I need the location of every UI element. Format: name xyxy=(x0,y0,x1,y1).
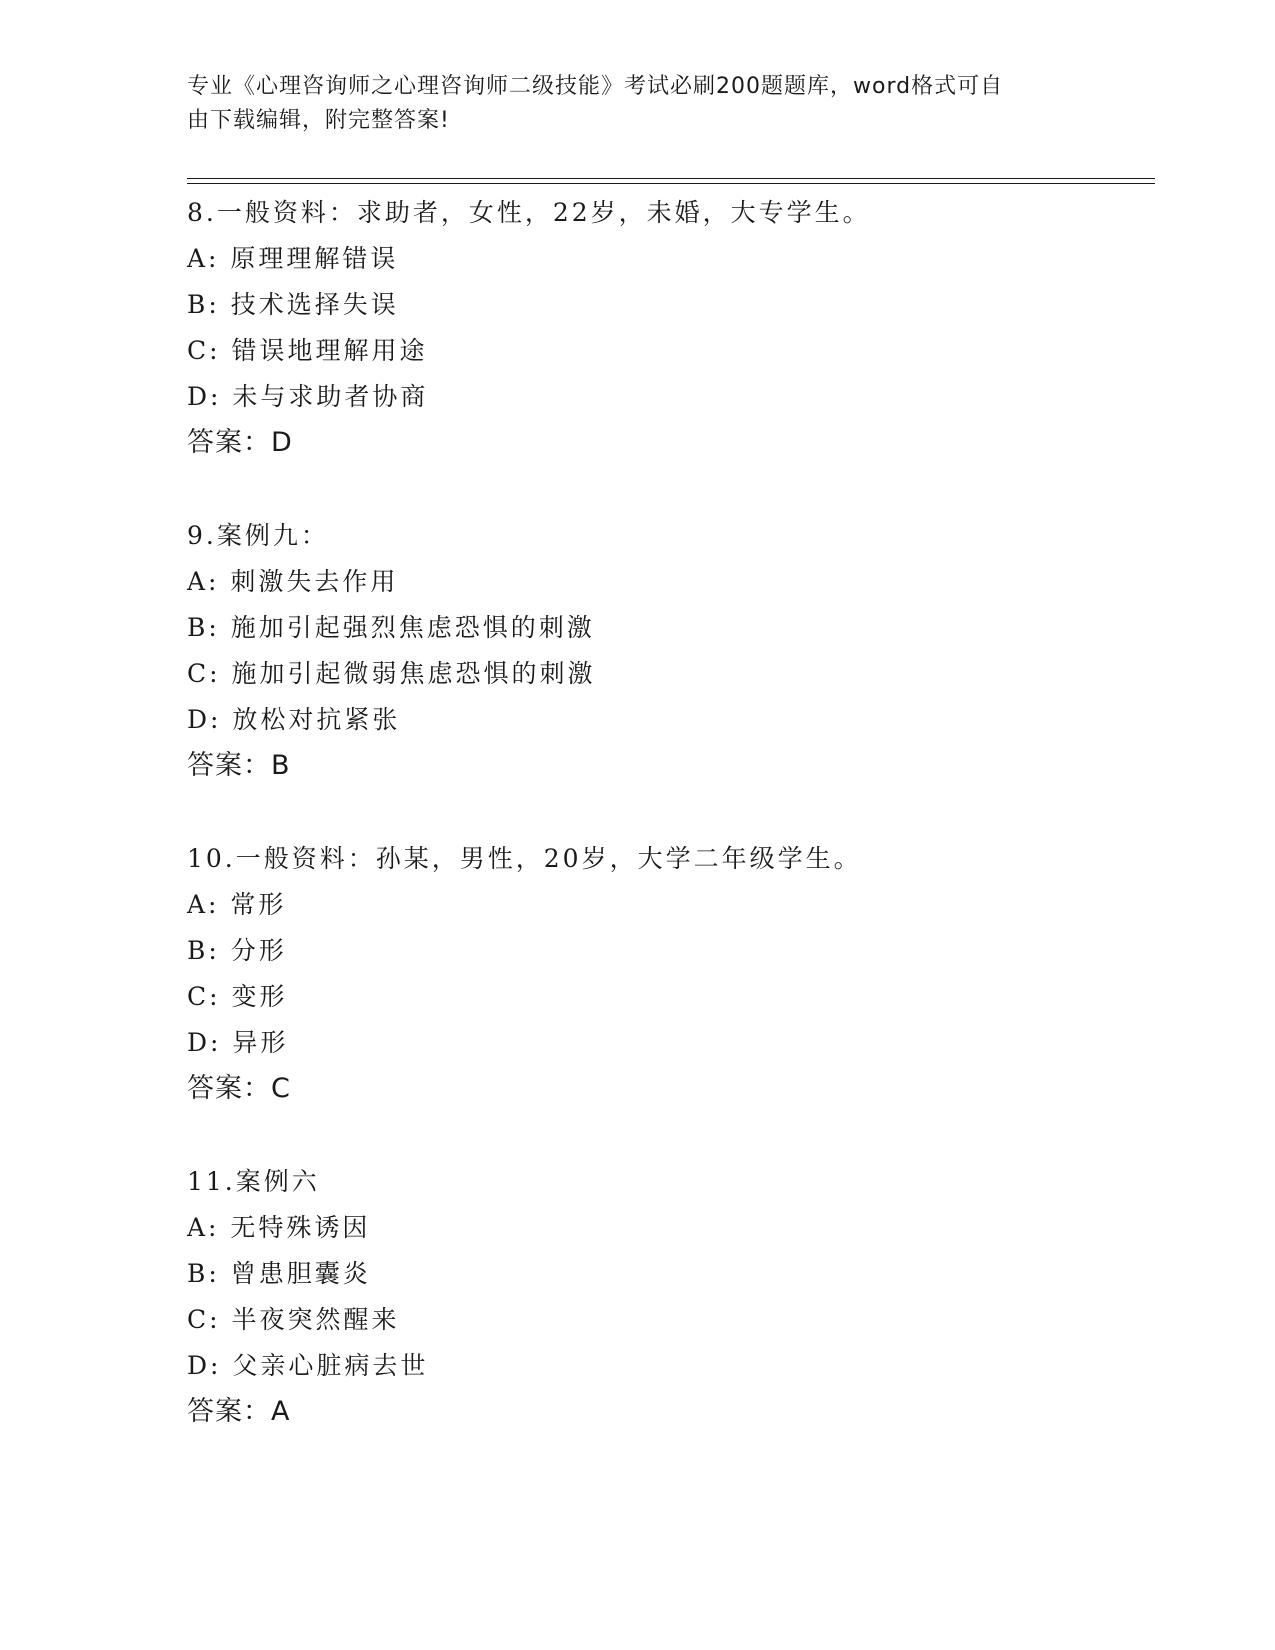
option-c: C: 施加引起微弱焦虑恐惧的刺激 xyxy=(187,659,596,688)
header-line-1: 专业《心理咨询师之心理咨询师二级技能》考试必刷200题题库，word格式可自 xyxy=(187,74,1004,99)
option-c: C: 变形 xyxy=(187,982,288,1011)
question-stem: 9.案例九： xyxy=(187,521,329,550)
option-a: A: 刺激失去作用 xyxy=(187,567,399,596)
question-stem: 8.一般资料：求助者，女性，22岁，未婚，大专学生。 xyxy=(187,198,871,227)
option-b: B: 技术选择失误 xyxy=(187,290,399,319)
option-d: D: 放松对抗紧张 xyxy=(187,705,401,734)
option-a: A: 原理理解错误 xyxy=(187,244,399,273)
question-8 xyxy=(187,190,1147,466)
option-b: B: 施加引起强烈焦虑恐惧的刺激 xyxy=(187,613,595,642)
option-c: C: 错误地理解用途 xyxy=(187,336,428,365)
question-9 xyxy=(187,513,1147,789)
header-divider-top xyxy=(187,178,1155,179)
option-d: D: 异形 xyxy=(187,1028,289,1057)
answer: 答案：B xyxy=(187,750,291,781)
option-d: D: 未与求助者协商 xyxy=(187,382,429,411)
question-stem: 10.一般资料：孙某，男性，20岁，大学二年级学生。 xyxy=(187,844,862,873)
question-stem: 11.案例六 xyxy=(187,1167,320,1196)
answer: 答案：C xyxy=(187,1073,291,1104)
option-b: B: 曾患胆囊炎 xyxy=(187,1259,371,1288)
answer: 答案：A xyxy=(187,1396,291,1427)
option-a: A: 无特殊诱因 xyxy=(187,1213,371,1242)
header-divider-bottom xyxy=(187,183,1155,184)
answer: 答案：D xyxy=(187,427,293,458)
question-list xyxy=(187,190,1147,1482)
header-line-2: 由下载编辑，附完整答案! xyxy=(187,108,450,133)
option-b: B: 分形 xyxy=(187,936,287,965)
option-a: A: 常形 xyxy=(187,890,287,919)
question-10 xyxy=(187,836,1147,1112)
option-d: D: 父亲心脏病去世 xyxy=(187,1351,429,1380)
option-c: C: 半夜突然醒来 xyxy=(187,1305,400,1334)
document-header xyxy=(187,70,1067,138)
question-11 xyxy=(187,1159,1147,1435)
